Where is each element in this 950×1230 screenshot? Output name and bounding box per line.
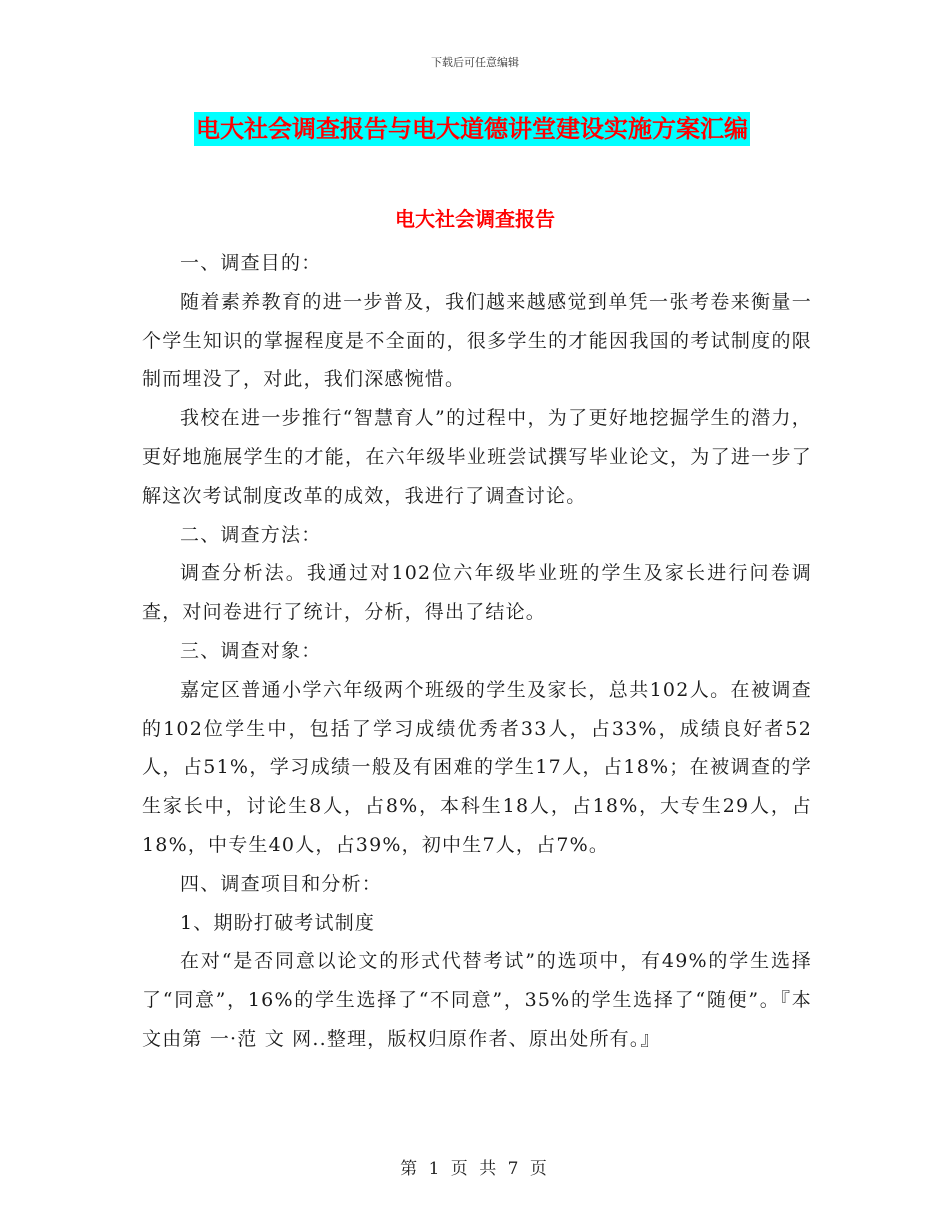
page-footer: 第 1 页 共 7 页 — [400, 1159, 550, 1179]
document-body — [142, 244, 812, 1059]
heading-items: 四、调查项目和分析： — [180, 872, 383, 895]
heading-purpose: 一、调查目的： — [180, 252, 322, 274]
paragraph-purpose-2: 我校在进一步推行“智慧育人”的过程中，为了更好地挖掘学生的潜力，更好地施展学生的才能，在六年级毕业班尝试撰写毕业论文，为了进一步了解这次考试制度改革的成效，我进行了调查讨论。 — [142, 407, 812, 507]
heading-method: 二、调查方法： — [180, 523, 322, 546]
paragraph-exam-reform: 在对“是否同意以论文的形式代替考试”的选项中，有49%的学生选择了“同意”，16%的学生选择了“不同意”，35%的学生选择了“随便”。『本文由第 一·范 文 网..整理，版权归原作者、原出处所有。』 — [142, 950, 812, 1050]
page-header-note: 下载后可任意编辑 — [431, 56, 519, 69]
subheading-exam-reform: 1、期盼打破考试制度 — [180, 911, 376, 934]
section-title: 电大社会调查报告 — [395, 207, 555, 231]
paragraph-purpose-1: 随着素养教育的进一步普及，我们越来越感觉到单凭一张考卷来衡量一个学生知识的掌握程度是不全面的，很多学生的才能因我国的考试制度的限制而埋没了，对此，我们深感惋惜。 — [142, 290, 812, 391]
document-title-highlight — [194, 112, 750, 146]
paragraph-subjects: 嘉定区普通小学六年级两个班级的学生及家长，总共102人。在被调查的102位学生中，包括了学习成绩优秀者33人，占33%，成绩良好者52人，占51%，学习成绩一般及有困难的学生17人，占18%；在被调查的学生家长中，讨论生8人，占8%，本科生18人，占18%，大专生29人，占18%，中专生40人，占39%，初中生7人，占7%。 — [142, 678, 812, 856]
document-title: 电大社会调查报告与电大道德讲堂建设实施方案汇编 — [196, 114, 748, 143]
heading-subjects: 三、调查对象： — [180, 639, 322, 662]
paragraph-method: 调查分析法。我通过对102位六年级毕业班的学生及家长进行问卷调查，对问卷进行了统计，分析，得出了结论。 — [142, 562, 812, 624]
